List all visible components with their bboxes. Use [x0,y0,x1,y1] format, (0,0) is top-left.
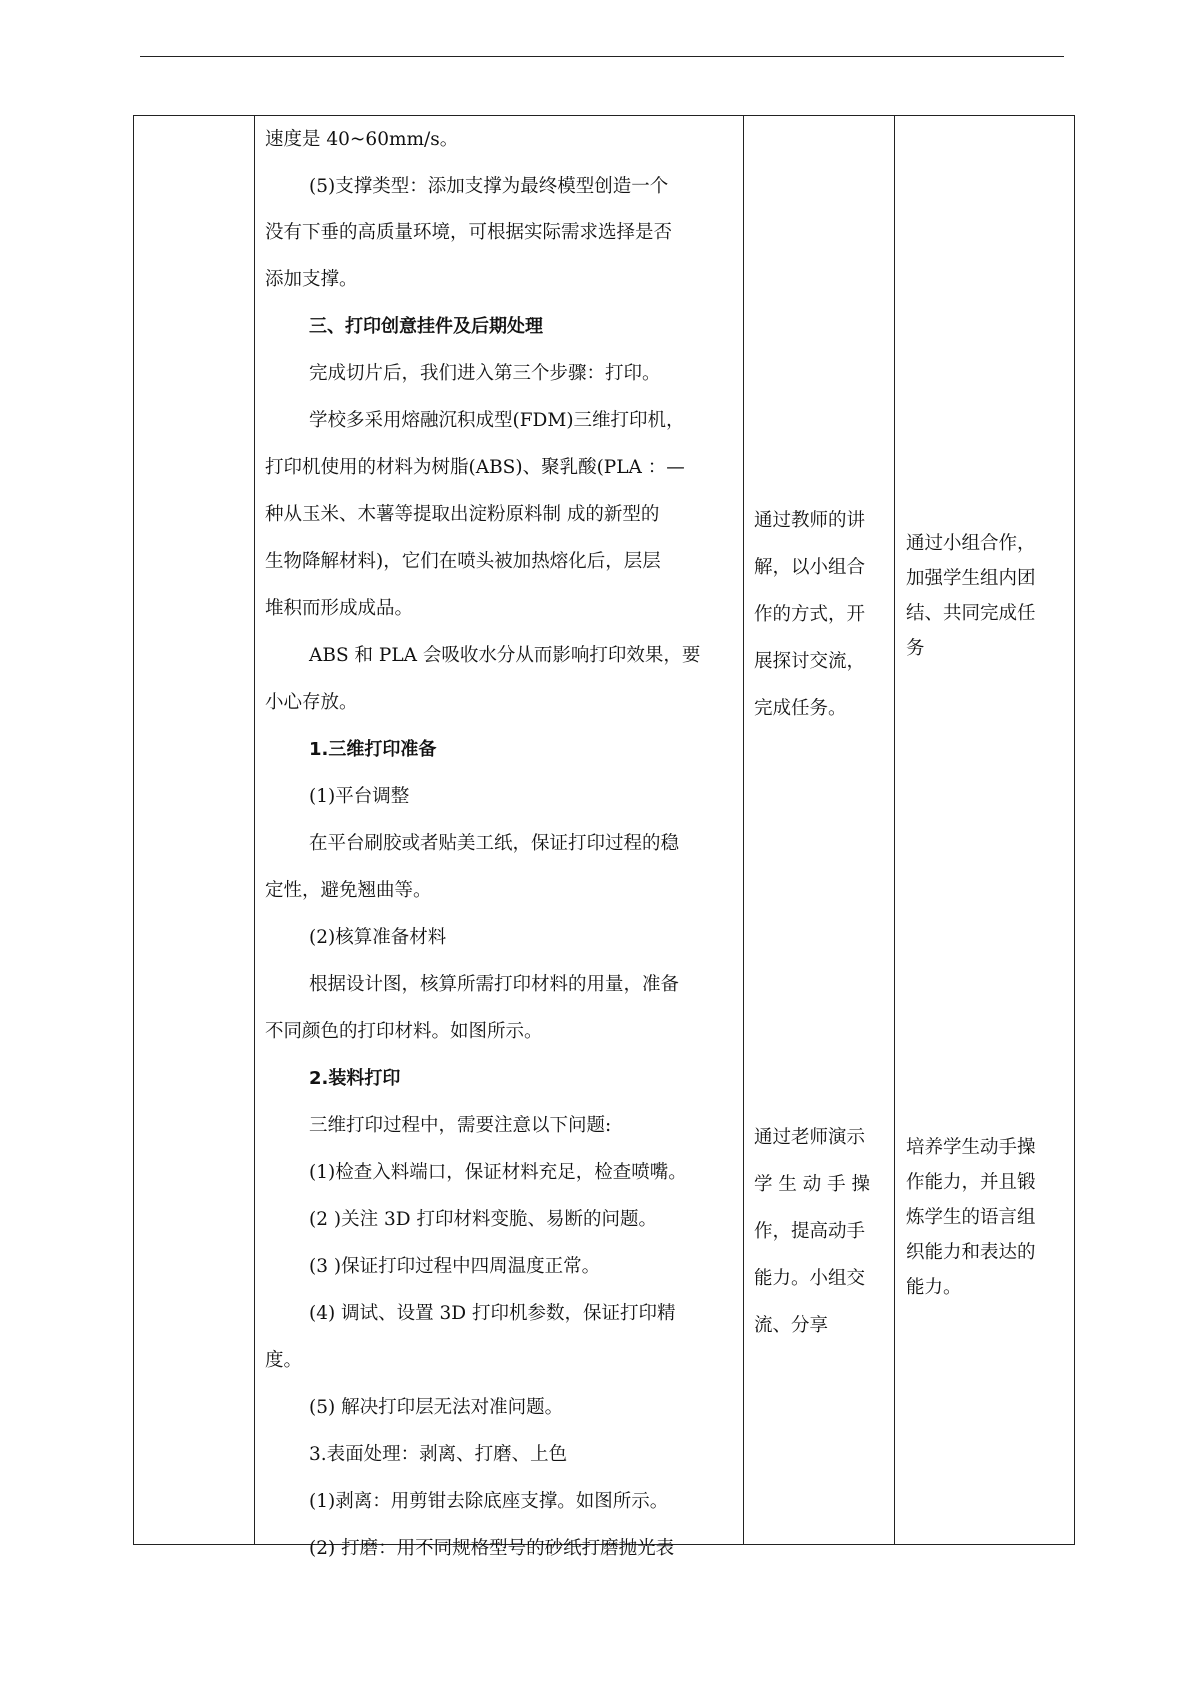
column-divider-2 [743,115,744,1545]
content-line: 生物降解材料)，它们在喷头被加热熔化后，层层 [265,551,661,572]
activity-line: 作的方式，开 [754,604,866,625]
content-line: 学校多采用熔融沉积成型(FDM)三维打印机， [309,410,685,431]
content-line: (1)检查入料端口，保证材料充足，检查喷嘴。 [309,1162,687,1183]
content-line: 种从玉米、木薯等提取出淀粉原料制 成的新型的 [265,504,660,525]
content-line: 定性，避免翘曲等。 [265,880,432,901]
intent-line: 培养学生动手操 [906,1137,1036,1158]
lesson-table [133,115,1075,1545]
activity-line: 解，以小组合 [754,557,866,578]
subsection-heading: 1.三维打印准备 [309,739,437,760]
content-line: (2) 打磨：用不同规格型号的砂纸打磨抛光表 [309,1538,675,1559]
activity-line: 完成任务。 [754,698,847,719]
activity-line: 学 生 动 手 操 [754,1174,871,1195]
content-line: 度。 [265,1350,303,1371]
content-line: 速度是 40~60mm/s。 [265,129,459,150]
content-line: (4) 调试、设置 3D 打印机参数，保证打印精 [309,1303,676,1324]
content-line: (2 )关注 3D 打印材料变脆、易断的问题。 [309,1209,657,1230]
activity-line: 展探讨交流， [754,651,866,672]
content-line: 三维打印过程中，需要注意以下问题: [309,1115,612,1136]
content-line: 小心存放。 [265,692,358,713]
content-line: 没有下垂的高质量环境，可根据实际需求选择是否 [265,222,673,243]
intent-line: 作能力，并且锻 [906,1172,1036,1193]
intent-line: 务 [906,638,925,659]
content-line: (5)支撑类型：添加支撑为最终模型创造一个 [309,176,669,197]
header-rule [140,56,1064,57]
intent-line: 织能力和表达的 [906,1242,1036,1263]
column-divider-1 [254,115,255,1545]
content-line: 根据设计图，核算所需打印材料的用量，准备 [309,974,680,995]
intent-line: 加强学生组内团 [906,568,1036,589]
content-line: 堆积而形成成品。 [265,598,414,619]
content-line: 在平台刷胶或者贴美工纸，保证打印过程的稳 [309,833,680,854]
content-line: (1)剥离：用剪钳去除底座支撑。如图所示。 [309,1491,669,1512]
intent-line: 通过小组合作， [906,533,1036,554]
subsection-heading: 2.装料打印 [309,1068,401,1089]
intent-line: 能力。 [906,1277,962,1298]
content-line: 打印机使用的材料为树脂(ABS)、聚乳酸(PLA ：— [265,457,685,478]
content-line: 添加支撑。 [265,269,358,290]
intent-line: 结、共同完成任 [906,603,1036,624]
content-line: 3.表面处理：剥离、打磨、上色 [309,1444,568,1465]
column-divider-3 [894,115,895,1545]
section-heading: 三、打印创意挂件及后期处理 [309,316,543,337]
content-line: (3 )保证打印过程中四周温度正常。 [309,1256,601,1277]
content-line: (1)平台调整 [309,786,410,807]
content-line: 不同颜色的打印材料。如图所示。 [265,1021,543,1042]
content-line: ABS 和 PLA 会吸收水分从而影响打印效果，要 [309,645,701,666]
activity-line: 流、分享 [754,1315,829,1336]
activity-line: 能力。小组交 [754,1268,866,1289]
activity-line: 作，提高动手 [754,1221,866,1242]
content-line: (5) 解决打印层无法对准问题。 [309,1397,564,1418]
content-line: 完成切片后，我们进入第三个步骤：打印。 [309,363,661,384]
activity-line: 通过老师演示 [754,1127,866,1148]
content-line: (2)核算准备材料 [309,927,447,948]
activity-line: 通过教师的讲 [754,510,866,531]
intent-line: 炼学生的语言组 [906,1207,1036,1228]
